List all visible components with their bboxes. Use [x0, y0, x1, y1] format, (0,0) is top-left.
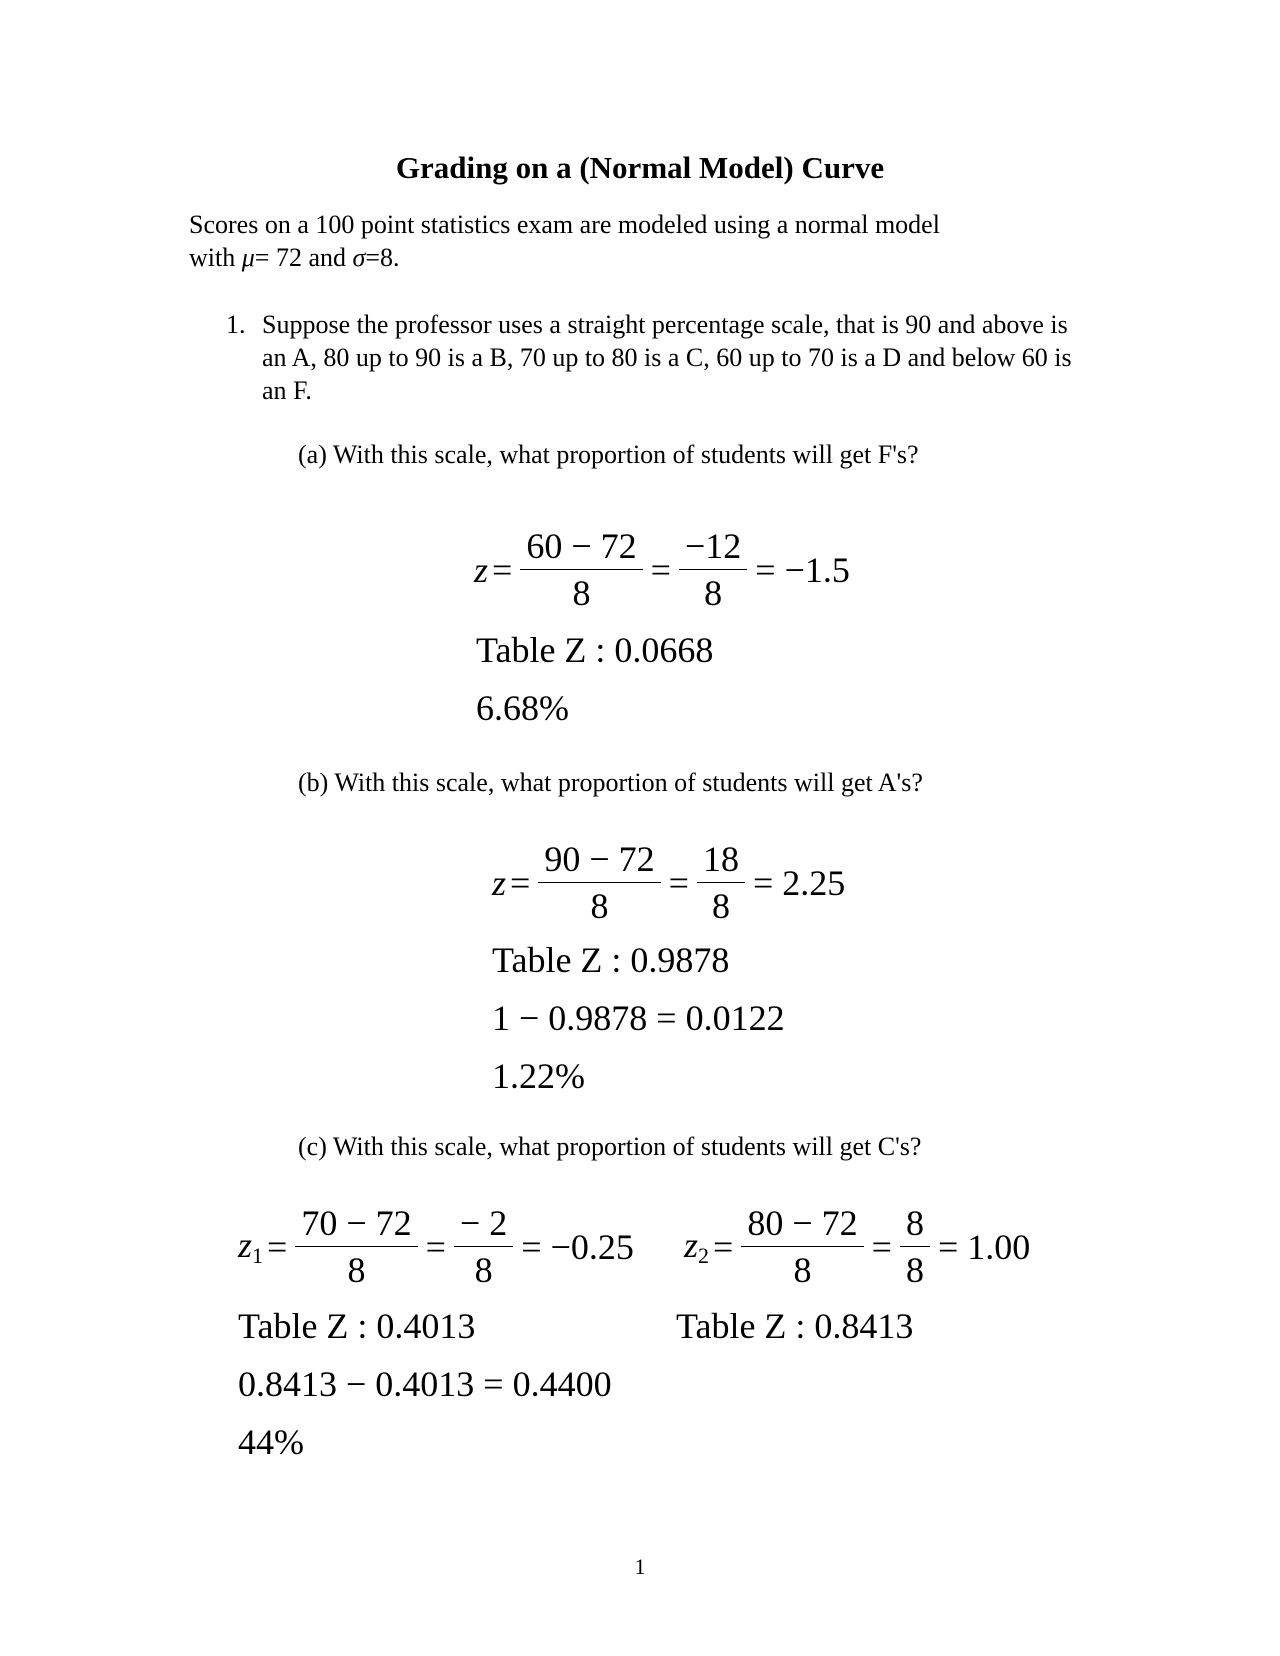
- intro-line-1: Scores on a 100 point statistics exam are modeled using a normal model: [189, 210, 940, 239]
- denominator: 8: [347, 1250, 366, 1290]
- question-a: (a) With this scale, what proportion of students will get F's?: [298, 440, 919, 469]
- z-variable: z: [474, 549, 489, 590]
- equals-sign: =: [425, 1226, 446, 1267]
- table-z-b: Table Z : 0.9878: [492, 940, 730, 980]
- subscript: 1: [252, 1243, 264, 1268]
- denominator: 8: [793, 1250, 812, 1290]
- denominator: 8: [474, 1250, 493, 1290]
- fraction-2: [454, 1202, 513, 1291]
- z-variable: $z_2$: [684, 1225, 710, 1268]
- result: = 2.25: [752, 862, 846, 903]
- z-variable: $z_1$: [238, 1225, 264, 1268]
- result: = 1.00: [937, 1226, 1031, 1267]
- sigma-symbol: σ: [352, 243, 366, 272]
- equals-sign: =: [510, 862, 531, 903]
- calc-b: 1 − 0.9878 = 0.0122: [492, 998, 785, 1038]
- denominator: 8: [905, 1250, 924, 1290]
- fraction-2: [679, 525, 747, 614]
- fraction-2: [697, 838, 745, 927]
- intro-with: with: [189, 243, 236, 272]
- numerator: 90 − 72: [538, 838, 660, 883]
- equals-sign: =: [871, 1226, 892, 1267]
- percent-b: 1.22%: [492, 1056, 585, 1096]
- denominator: 8: [572, 573, 591, 613]
- denominator: 8: [704, 573, 723, 613]
- equation-b: [492, 838, 849, 927]
- mu-value: = 72 and: [254, 243, 346, 272]
- item-1-number: 1.: [226, 310, 246, 339]
- numerator: 8: [900, 1202, 930, 1247]
- sigma-value: =8.: [365, 243, 400, 272]
- numerator: −12: [679, 525, 747, 570]
- mu-symbol: μ: [241, 243, 255, 272]
- z-variable: z: [492, 862, 507, 903]
- page-title: Grading on a (Normal Model) Curve: [395, 150, 885, 185]
- fraction-1: [520, 525, 642, 614]
- fraction-2: [900, 1202, 930, 1291]
- calc-c: 0.8413 − 0.4013 = 0.4400: [238, 1364, 612, 1404]
- fraction-1: [741, 1202, 863, 1291]
- numerator: 70 − 72: [295, 1202, 417, 1247]
- equals-sign: =: [267, 1226, 288, 1267]
- denominator: 8: [590, 886, 609, 926]
- equals-sign: =: [492, 549, 513, 590]
- subscript: 2: [698, 1243, 710, 1268]
- equals-sign: =: [668, 862, 689, 903]
- equation-z2: [684, 1202, 1034, 1291]
- result: = −0.25: [521, 1226, 634, 1267]
- numerator: − 2: [454, 1202, 513, 1247]
- table-z-c2: Table Z : 0.8413: [676, 1306, 914, 1346]
- fraction-1: [538, 838, 660, 927]
- table-z-a: Table Z : 0.0668: [476, 630, 714, 670]
- percent-c: 44%: [238, 1422, 304, 1462]
- item-1-text: Suppose the professor uses a straight percentage scale, that is 90 and above is an A, 80 up to 90 is a B, 70 up to 80 is a C, 60 up to 70 is a D and below 60 is an F.: [262, 310, 1072, 405]
- numerator: 60 − 72: [520, 525, 642, 570]
- percent-a: 6.68%: [476, 688, 569, 728]
- equation-a: [474, 525, 854, 614]
- equals-sign: =: [650, 549, 671, 590]
- equation-z1: [238, 1202, 638, 1291]
- question-b: (b) With this scale, what proportion of students will get A's?: [298, 768, 923, 797]
- table-z-c1: Table Z : 0.4013: [238, 1306, 476, 1346]
- result: = −1.5: [755, 549, 850, 590]
- denominator: 8: [711, 886, 730, 926]
- equals-sign: =: [713, 1226, 734, 1267]
- question-c: (c) With this scale, what proportion of students will get C's?: [298, 1132, 922, 1161]
- fraction-1: [295, 1202, 417, 1291]
- numerator: 80 − 72: [741, 1202, 863, 1247]
- numerator: 18: [697, 838, 745, 883]
- intro-paragraph: [189, 208, 1089, 274]
- page-number: 1: [634, 1554, 646, 1579]
